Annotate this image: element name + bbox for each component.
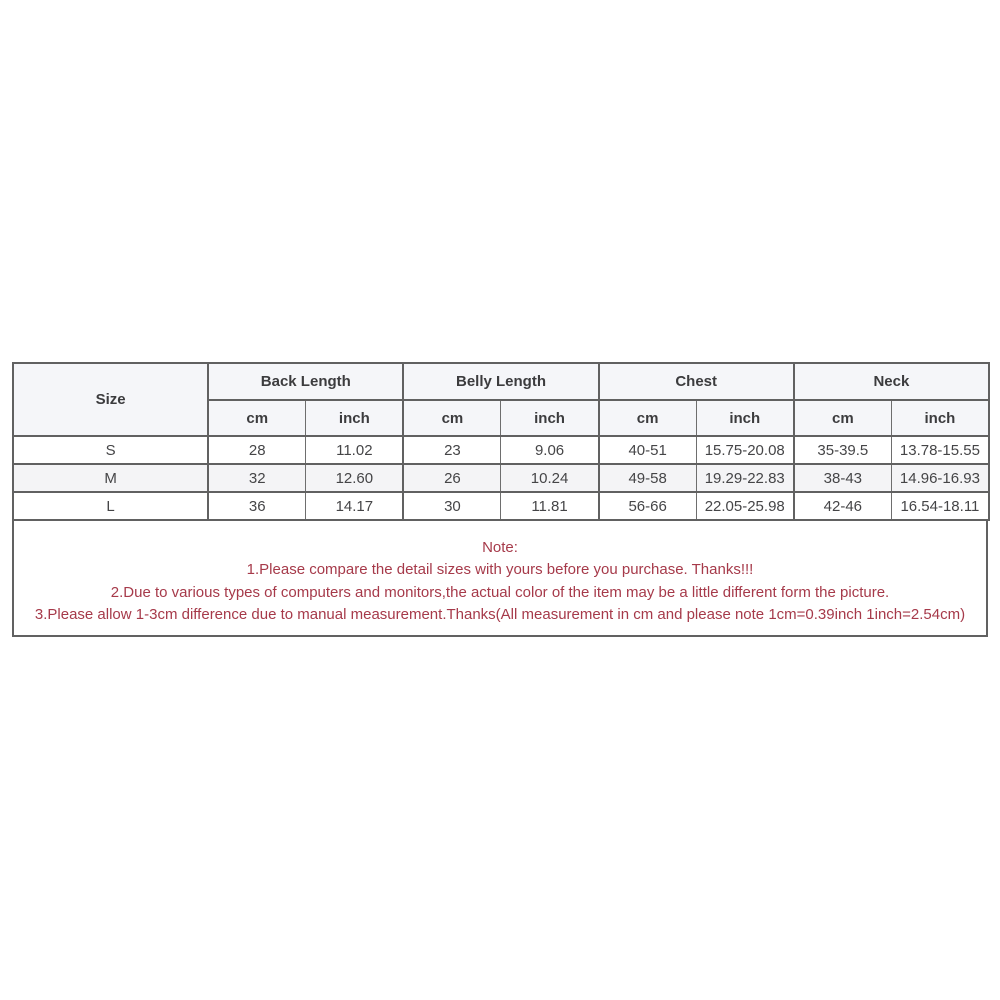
table-row-size-s — [13, 436, 989, 464]
note-line-2: 2.Due to various types of computers and monitors,the actual color of the item may be a little different form the picture. — [110, 583, 890, 601]
neck-cm-header: cm — [794, 400, 892, 436]
size-cell: L — [13, 492, 208, 520]
table-cell: 56-66 — [599, 492, 697, 520]
note-box — [12, 521, 988, 637]
table-cell: 38-43 — [794, 464, 892, 492]
back-length-header: Back Length — [208, 363, 403, 400]
neck-inch-header: inch — [891, 400, 989, 436]
table-cell: 26 — [403, 464, 501, 492]
header-group-row — [13, 363, 989, 400]
table-cell: 16.54-18.11 — [891, 492, 989, 520]
table-cell: 19.29-22.83 — [696, 464, 794, 492]
size-chart-table — [12, 362, 990, 521]
table-row-size-l — [13, 492, 989, 520]
chest-cm-header: cm — [599, 400, 697, 436]
table-cell: 23 — [403, 436, 501, 464]
belly-length-inch-header: inch — [501, 400, 599, 436]
chest-header: Chest — [599, 363, 794, 400]
table-cell: 11.81 — [501, 492, 599, 520]
note-title: Note: — [482, 539, 518, 556]
table-cell: 15.75-20.08 — [696, 436, 794, 464]
table-cell: 28 — [208, 436, 306, 464]
table-cell: 22.05-25.98 — [696, 492, 794, 520]
size-cell: S — [13, 436, 208, 464]
size-column-header: Size — [13, 363, 208, 436]
table-cell: 9.06 — [501, 436, 599, 464]
table-cell: 40-51 — [599, 436, 697, 464]
chest-inch-header: inch — [696, 400, 794, 436]
note-line-3: 3.Please allow 1-3cm difference due to manual measurement.Thanks(All measurement in cm and please note 1cm=0.39inch 1inch=2.54cm) — [34, 606, 966, 624]
belly-length-cm-header: cm — [403, 400, 501, 436]
table-cell: 32 — [208, 464, 306, 492]
table-cell: 35-39.5 — [794, 436, 892, 464]
back-length-inch-header: inch — [306, 400, 404, 436]
size-cell: M — [13, 464, 208, 492]
table-row-size-m — [13, 464, 989, 492]
table-cell: 14.96-16.93 — [891, 464, 989, 492]
table-cell: 11.02 — [306, 436, 404, 464]
table-cell: 36 — [208, 492, 306, 520]
table-cell: 10.24 — [501, 464, 599, 492]
neck-header: Neck — [794, 363, 989, 400]
table-cell: 13.78-15.55 — [891, 436, 989, 464]
back-length-cm-header: cm — [208, 400, 306, 436]
table-cell: 30 — [403, 492, 501, 520]
table-cell: 42-46 — [794, 492, 892, 520]
table-cell: 14.17 — [306, 492, 404, 520]
table-cell: 12.60 — [306, 464, 404, 492]
note-line-1: 1.Please compare the detail sizes with yours before you purchase. Thanks!!! — [246, 561, 754, 579]
belly-length-header: Belly Length — [403, 363, 598, 400]
table-cell: 49-58 — [599, 464, 697, 492]
size-chart-block — [12, 362, 988, 637]
